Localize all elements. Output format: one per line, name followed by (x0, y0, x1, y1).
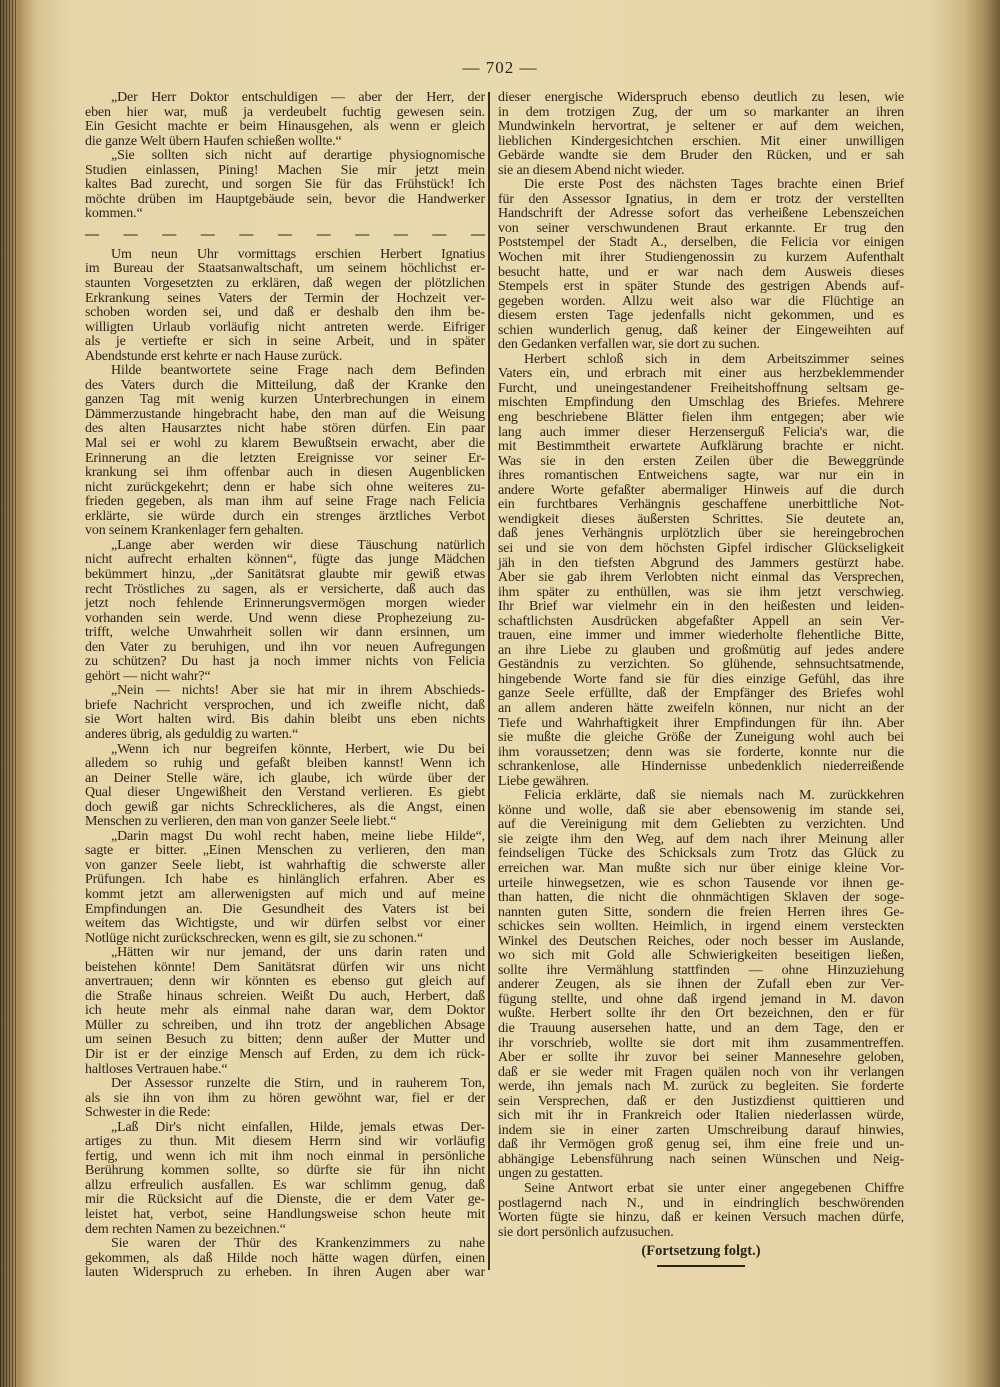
text-line: erklärte, sie würde durch ein strenges ärztliches Verbot (85, 508, 485, 524)
text-line: Sie waren der Thür des Krankenzimmers zu nahe (111, 1236, 485, 1252)
text-line: sie Wort halten wird. Bis dahin bleibt uns eben nichts (85, 712, 485, 728)
text-line: von seinem Krankenlager fern gehalten. (85, 523, 304, 539)
text-line: ein furchtbares Verhängnis geschaffene unerbittliche Not- (498, 497, 904, 513)
text-line: Ihr Brief war vielmehr ein in den heißesten und leiden- (498, 599, 904, 615)
text-line: postlagernd nach N., und in eindringlich beschwörenden (498, 1195, 904, 1211)
paragraph (85, 539, 485, 684)
text-line: Wochen mit ihrer Studiengenossin zu kurzem Aufenthalt (498, 250, 904, 266)
text-line: möchte drüben im Hauptgebäude sein, bevor die Handwerker (85, 191, 485, 207)
text-line: schickes sein wollten. Heimlich, in irgend einem versteckten (498, 919, 904, 935)
text-line: Worten fügte sie hinzu, daß er keinen Versuch machen dürfe, (498, 1210, 904, 1226)
text-line: ihr vorschrieb, wollte sie dort mit ihm zusammentreffen. (498, 1035, 904, 1051)
text-line: willigten Urlaub vorläufig nicht antreten werde. Eifriger (85, 319, 485, 335)
text-line: die ganze Welt übern Haufen schießen wollte.“ (85, 133, 342, 149)
text-line: lang auch immer dieser Herzenserguß Felicia's war, die (498, 424, 904, 440)
continuation-note: (Fortsetzung folgt.) (641, 1243, 761, 1260)
text-line: eben hier war, muß ja verdeubelt fuchtig gewesen sein. (85, 104, 485, 120)
text-line: nicht aufrecht erhalten können“, fügte das junge Mädchen (85, 552, 485, 568)
text-line: Mal sei er wohl zu klarem Bewußtsein erwacht, aber die (85, 436, 485, 452)
text-line: fertig, und wenn ich mit ihm noch einmal in persönliche (85, 1148, 485, 1164)
text-line: krankung sei ihm offenbar auch in diesen Augenblicken (85, 465, 485, 481)
text-line: sein Versprechen, daß er den Justizdienst quittieren und (498, 1093, 904, 1109)
paragraph (498, 789, 904, 1182)
text-line: Liebe gewähren. (498, 773, 590, 789)
text-line: fügung stellte, und ohne daß irgend jemand in M. davon (498, 991, 904, 1007)
text-line: andere Worte gefaßter abermaliger Hinweis auf die durch (498, 482, 904, 498)
text-line: dieser energische Widerspruch ebenso deutlich zu lesen, wie (498, 90, 904, 105)
text-line: ihm voraussetzen; denn was sie forderte, konnte nur die (498, 744, 904, 760)
text-line: anvertrauen; denn wir könnten es ebenso gut gleich auf (85, 974, 485, 990)
text-line: sie mußte die gleiche Größe der Zuneigung wohl auch bei (498, 730, 904, 746)
text-line: recht Tröstliches zu sagen, als er versicherte, daß auch das (85, 581, 485, 597)
text-line: als je vertiefte er sich in seine Arbeit, und in später (85, 334, 485, 350)
text-line: Studien einlassen, Pining! Machen Sie mir jetzt mein (85, 162, 485, 178)
text-line: mischten Empfindung den Umschlag des Briefes. Mehrere (498, 395, 904, 411)
text-line: weitem das Wichtigste, und wir dürfen selbst vor einer (85, 916, 485, 932)
paragraph (85, 248, 485, 364)
text-line: schrankenlose, alle Hindernisse unbedenklich niederreißende (498, 759, 904, 775)
text-line: „Nein — nichts! Aber sie hat mir in ihrem Abschieds- (111, 683, 485, 699)
text-line: wendigkeit dieses äußersten Schrittes. Sie deutete an, (498, 511, 904, 527)
text-line: lauten Widerspruch zu erheben. In ihren Augen aber war (85, 1265, 485, 1281)
text-line: ihm später zu enthüllen, was sie ihm jetzt verschwieg. (498, 584, 904, 600)
text-line: des Vaters durch die Mitteilung, daß der Kranke den (85, 377, 485, 393)
paragraph (498, 1182, 904, 1240)
text-line: frieden gegeben, als man ihm auf seine Frage nach Felicia (85, 494, 485, 510)
text-line: indem sie in einer zarten Umschreibung darauf hinwies, (498, 1122, 904, 1138)
text-line: abhängige Lebensführung nach seinen Wünschen und Neig- (498, 1151, 904, 1167)
text-line: könne und wolle, daß sie aber ebensowenig im stande sei, (498, 802, 904, 818)
text-line: Geständnis zu verzichten. So glühende, sehnsuchtsatmende, (498, 657, 904, 673)
text-line: daß er sie weder mit Fragen quälen noch von ihr verlangen (498, 1064, 904, 1080)
text-line: an Deiner Stelle wäre, ich glaube, ich würde über der (85, 770, 485, 786)
text-line: feindseligen Tücke des Schicksals zum Trotz das Glück zu (498, 846, 904, 862)
text-line: leistet hat, verbot, seine Handlungsweise schon heute mit (85, 1207, 485, 1223)
paragraph (498, 353, 904, 789)
text-line: im Bureau der Staatsanwaltschaft, um seinem höchlichst er- (85, 261, 485, 277)
text-line: Mundwinkeln hervortrat, je seltener er auf dem weichen, (498, 119, 904, 135)
column-divider (488, 92, 490, 1270)
paragraph (85, 1237, 485, 1281)
text-line: „Der Herr Doktor entschuldigen — aber der Herr, der (111, 90, 485, 105)
text-line: des alten Hausarztes nicht habe stören dürfen. Ein paar (85, 421, 485, 437)
text-line: die Trauung ausersehen hatte, und an dem Tage, den er (498, 1021, 904, 1036)
text-line: Um neun Uhr vormittags erschien Herbert Ignatius (111, 246, 485, 262)
end-rule (657, 1265, 745, 1267)
text-line: Notlüge nicht zurückschrecken, wenn es gilt, sie zu schonen.“ (85, 930, 424, 946)
text-line: ganze Seele erfüllte, daß der Empfänger des Briefes wohl (498, 686, 904, 702)
text-line: um seinen Besuch zu bitten; denn außer der Mutter und (85, 1032, 485, 1048)
text-line: gekommen, als daß Hilde noch hätte wagen dürfen, einen (85, 1250, 485, 1266)
text-line: Felicia erklärte, daß sie niemals nach M. zurückkehren (524, 788, 904, 804)
text-line: sollte ihre Vermählung stattfinden — ohne Hinzuziehung (498, 962, 904, 978)
text-line: Vaters ein, und erbrach mit einer aus herzbeklemmender (498, 366, 904, 382)
text-line: Dämmerzustande hingebracht habe, den man auf die Weisung (85, 406, 485, 422)
book-binding-edge (0, 0, 18, 1387)
text-line: sie dort persönlich aufzusuchen. (498, 1224, 674, 1240)
text-line: Abendstunde erst kehrte er nach Hause zurück. (85, 348, 343, 364)
text-line: ungen zu gestatten. (498, 1166, 603, 1182)
text-line: kommt jetzt am allerwenigsten auf mich und auf meine (85, 886, 485, 902)
text-line: Der Assessor runzelte die Stirn, und in rauherem Ton, (111, 1076, 485, 1092)
text-line: wo sich mit Gold alle Schwierigkeiten beseitigen ließen, (498, 948, 904, 964)
text-line: besucht hatte, und er war nach dem Ausweis dieses (498, 264, 904, 280)
text-line: Qual dieser Ungewißheit den Verstand verlieren. Es giebt (85, 785, 485, 801)
text-line: gegeben worden. Allzu weit also war die Flüchtige an (498, 293, 904, 309)
text-line: daß ihr Vermögen groß genug sei, ihm eine freie und un- (498, 1137, 904, 1153)
text-line: Herbert schloß sich in dem Arbeitszimmer seines (524, 351, 904, 367)
text-line: „Sie sollten sich nicht auf derartige physiognomische (111, 148, 485, 164)
text-line: Gebärde wandte sie dem Bruder den Rücken, und er sah (498, 148, 904, 164)
text-line: gehört — nicht wahr?“ (85, 668, 211, 684)
text-line: briefe Nachricht versprochen, und ich zweifle nicht, daß (85, 697, 485, 713)
right-column (498, 91, 904, 1267)
text-line: hingebende Worte fand sie für dies einzige Gefühl, das ihre (498, 671, 904, 687)
text-line: „Wenn ich nur begreifen könnte, Herbert, wie Du bei (111, 741, 485, 757)
text-line: mit Bestimmtheit erwartete Aufklärung brachte er nicht. (498, 439, 904, 455)
text-line: Die erste Post des nächsten Tages brachte einen Brief (524, 177, 904, 193)
text-line: nicht zurückgekehrt; denn er habe sich ohne weiteres zu- (85, 479, 485, 495)
text-line: haltloses Vertrauen habe.“ (85, 1061, 228, 1077)
text-line: jetzt noch fehlende Erinnerungsvermögen morgen wieder (85, 596, 485, 612)
text-line: anderes übrig, als geduldig zu warten.“ (85, 726, 299, 742)
text-line: „Darin magst Du wohl recht haben, meine liebe Hilde“, (111, 828, 485, 844)
text-line: nannten guten Sitte, sondern die freien Herren ihres Ge- (498, 904, 904, 920)
text-line: den Vater zu beruhigen, und ihn vor neuen Aufregungen (85, 639, 485, 655)
text-line: trauen, eine immer und immer wiederholte flehentliche Bitte, (498, 628, 904, 644)
text-line: urteile hinwegsetzen, wie es schon Tausende vor ihnen ge- (498, 875, 904, 891)
text-line: staunten Vorgesetzten zu erklären, daß wegen der plötzlichen (85, 276, 485, 292)
text-line: Erinnerung an die letzten Ereignisse vor seiner Er- (85, 450, 485, 466)
text-line: schien wunderlich genug, daß keiner der Eingeweihten auf (498, 322, 904, 338)
text-line: „Lange aber werden wir diese Täuschung natürlich (111, 537, 485, 553)
text-line: sich mit ihr in Frankreich oder Italien niederlassen würde, (498, 1108, 904, 1124)
text-line: sie zeigte ihm den Weg, auf dem nach ihrer Meinung aller (498, 831, 904, 847)
text-line: Aber er sollte ihr zuvor bei seiner Mannesehre geloben, (498, 1050, 904, 1066)
text-line: Berührung kommen sollte, so dürfte sie für ihn nicht (85, 1163, 485, 1179)
text-line: zu schützen? Du hast ja noch immer nichts von Felicia (85, 654, 485, 670)
text-line: Handschrift der Adresse sofort das verheißene Lebenszeichen (498, 206, 904, 222)
text-line: Stempels erst in später Stunde des gestrigen Abends auf- (498, 279, 904, 295)
paragraph (85, 1121, 485, 1237)
text-line: ihres romantischen Entweichens sagte, war nur ein in (498, 468, 904, 484)
text-line: die Straße hinaus schreien. Weißt Du auch, Herbert, daß (85, 988, 485, 1004)
text-line: Tiefe und Wahrhaftigkeit ihrer Empfindungen für ihn. Aber (498, 715, 904, 731)
paragraph (85, 149, 485, 222)
paragraph (85, 743, 485, 830)
text-line: jäh in den tiefsten Abgrund des Jammers gestürzt habe. (498, 555, 904, 571)
text-line: an ihre Liebe zu glauben und großmütig auf jedes andere (498, 642, 904, 658)
left-column (85, 91, 485, 1281)
text-line: Furcht, und uneingestandener Freiheitshoffnung seltsam ge- (498, 380, 904, 396)
text-line: für den Assessor Ignatius, in dem er trotz der verstellten (498, 191, 904, 207)
text-line: wußte. Herbert sollte ihr den Ort bezeichnen, den er für (498, 1006, 904, 1022)
text-line: Schwester in die Rede: (85, 1105, 211, 1121)
text-line: Prüfungen. Ich habe es hinlänglich erfahren. Aber es (85, 872, 485, 888)
text-line: trifft, welche Unwahrheit sollen wir dann ersinnen, um (85, 625, 485, 641)
paragraph (85, 946, 485, 1077)
text-line: von seiner verschwundenen Braut erkannte. Er trug den (498, 220, 904, 236)
paragraph (85, 830, 485, 946)
page-number: — 702 — (462, 58, 538, 77)
text-line: Poststempel der Stadt A., derselben, die Felicia vor einigen (498, 235, 904, 251)
text-line: von ganzer Seele liebt, ist wahrhaftig die schwerste aller (85, 857, 485, 873)
text-line: schaftlichsten Ausdrücken abgefaßter Appell an sein Ver- (498, 613, 904, 629)
text-line: eng beschriebene Blätter fielen ihm entgegen; aber wie (498, 410, 904, 426)
text-line: als sie ihn von ihm zu hören gewöhnt war, fiel er der (85, 1090, 485, 1106)
text-line: Erkrankung seines Vaters der Termin der Hochzeit ver- (85, 290, 485, 306)
text-line: werde, ihn jemals nach M. zurück zu begleiten. Sie forderte (498, 1079, 904, 1095)
text-line: sie an diesem Abend nicht wieder. (498, 162, 685, 178)
text-line: beistehen könnte! Dem Sanitätsrat dürfen wir uns nicht (85, 959, 485, 975)
text-line: ich heute mehr als einmal nahe daran war, dem Doktor (85, 1003, 485, 1019)
text-line: vorhanden sein werde. Und wenn diese Prophezeiung zu- (85, 610, 485, 626)
text-line: artiges zu thun. Mit diesem Herrn sind wir vorläufig (85, 1134, 485, 1150)
text-line: erreichen war. Man mußte sich nur über einige kleine Vor- (498, 860, 904, 876)
text-line: ganzen Tag mit wenig kurzen Unterbrechungen in einem (85, 392, 485, 408)
text-line: than hatten, die nicht die ohnmächtigen Sklaven der soge- (498, 890, 904, 906)
paragraph (85, 364, 485, 539)
text-line: Hilde beantwortete seine Frage nach dem Befinden (111, 363, 485, 379)
text-line: kaltes Bad zurecht, und sorgen Sie für das Frühstück! Ich (85, 177, 485, 193)
text-line: „Hätten wir nur jemand, der uns darin raten und (111, 945, 485, 961)
text-line: sei und sie von dem höchsten Gipfel irdischer Glückseligkeit (498, 540, 904, 556)
text-line: Seine Antwort erbat sie unter einer angegebenen Chiffre (524, 1181, 904, 1197)
text-line: „Laß Dir's nicht einfallen, Hilde, jemals etwas Der- (111, 1119, 485, 1135)
text-line: allzu erfreulich ausfallen. Es war schlimm genug, daß (85, 1177, 485, 1193)
text-line: in dem trotzigen Zug, der um so markanter an ihren (498, 104, 904, 120)
text-line: Ein Gesicht machte er beim Hinausgehen, als wenn er gleich (85, 119, 485, 135)
text-line: doch gewiß gar nichts Schrecklicheres, als die Angst, einen (85, 799, 485, 815)
paragraph (85, 684, 485, 742)
text-line: den Gedanken verfallen war, sie dort zu suchen. (498, 337, 760, 353)
text-line: Menschen zu verlieren, den man von ganzer Seele liebt.“ (85, 814, 397, 830)
text-line: sagte er bitter. „Einen Menschen zu verlieren, den man (85, 843, 485, 859)
text-line: an allem anderen hätte zweifeln können, nur nicht an der (498, 700, 904, 716)
paragraph (85, 1077, 485, 1121)
text-line: Aber sie gab ihrem Verlobten nicht einmal das Versprechen, (498, 570, 904, 586)
paragraph (498, 91, 904, 178)
text-line: lieblichen Kindergesichtchen erschien. Mit einer unwilligen (498, 133, 904, 149)
text-line: Was sie in den ersten Zeilen über die Beweggründe (498, 453, 904, 469)
text-line: auf die Vereinigung mit dem Geliebten zu verzichten. Und (498, 817, 904, 833)
paragraph (498, 178, 904, 353)
text-line: alledem so ruhig und gefaßt bleiben kannst! Wenn ich (85, 756, 485, 772)
text-line: kommen.“ (85, 206, 143, 222)
text-line: Dir ist er der einzige Mensch auf Erden, zu dem ich rück- (85, 1047, 485, 1062)
text-line: schoben worden sei, und daß er deshalb den ihm be- (85, 305, 485, 321)
text-line: dem rechten Namen zu bezeichnen.“ (85, 1221, 286, 1237)
text-line: anderer Zeugen, als sie ihnen der Zufall eben zur Ver- (498, 977, 904, 993)
text-line: diesem ersten Tage jedenfalls nicht gekommen, und es (498, 308, 904, 324)
text-line: Müller zu schreiben, und ihn trotz der angeblichen Absage (85, 1017, 485, 1033)
text-line: mir die Rücksicht auf die Dienste, die er dem Vater ge- (85, 1192, 485, 1208)
text-line: daß jenes Verhängnis urplötzlich über sie hereingebrochen (498, 526, 904, 542)
text-line: Winkel des Deutschen Reiches, oder noch besser im Auslande, (498, 933, 904, 949)
section-separator: — — — — — — — — — — — (85, 226, 485, 242)
paragraph (85, 91, 485, 149)
text-line: Empfindungen an. Die Gesundheit des Vaters ist bei (85, 901, 485, 917)
text-line: bekümmert hinzu, „der Sanitätsrat glaubte mir gewiß etwas (85, 566, 485, 582)
